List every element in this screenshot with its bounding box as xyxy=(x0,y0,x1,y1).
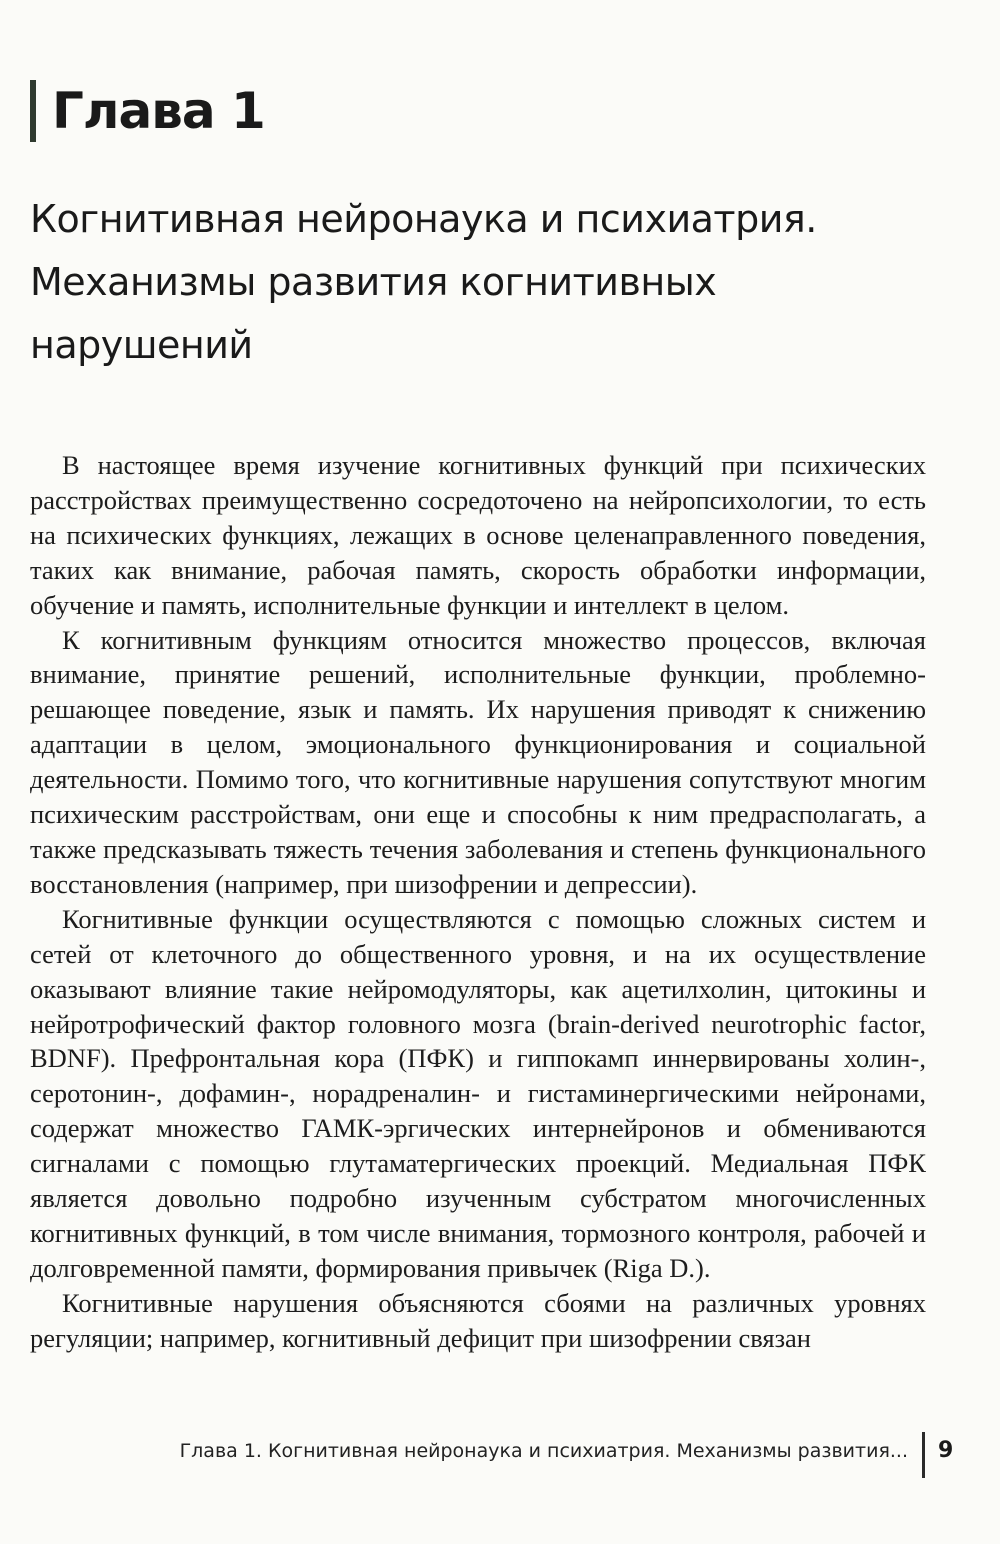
footer-divider xyxy=(922,1432,925,1478)
paragraph: К когнитивным функциям относится множество процессов, включая внимание, принятие решений, исполнительные функции, проблемно-решающее поведение, язык и память. Их нарушения приводят к снижению адаптации в целом, эмоционального функционирования и социальной деятельности. Помимо того, что когнитивные нарушения сопутствуют многим психическим расстройствам, они еще и способны к ним предрасполагать, а также предсказывать тяжесть течения заболевания и степень функционального восстановления (например, при шизофрении и депрессии). xyxy=(30,624,926,899)
chapter-title-line: Когнитивная нейронаука и психиатрия. xyxy=(30,197,817,241)
page-footer xyxy=(0,1432,1000,1482)
paragraph: Когнитивные функции осуществляются с помощью сложных систем и сетей от клеточного до общественного уровня, и на их осуществление оказывают влияние такие нейромодуляторы, как ацетилхолин, цитокины и нейротрофический фактор головного мозга (brain-derived neurotrophic factor, BDNF). Префронтальная кора (ПФК) и гиппокамп иннервированы холин-, серотонин-, дофамин-, норадреналин- и гистаминергическими нейронами, содержат множество ГАМК-эргических интернейронов и обмениваются сигналами с помощью глутаматергических проекций. Медиальная ПФК является довольно подробно изученным субстратом многочисленных когнитивных функций, в том числе внимания, тормозного контроля, рабочей и долговременной памяти, формирования привычек (Riga D.). xyxy=(30,903,926,1283)
body-text xyxy=(30,448,926,1356)
chapter-label: Глава 1 xyxy=(52,82,265,140)
chapter-heading xyxy=(30,80,265,142)
chapter-accent-bar xyxy=(30,80,36,142)
running-head: Глава 1. Когнитивная нейронаука и психиатрия. Механизмы развития... xyxy=(179,1440,908,1462)
chapter-title-line: нарушений xyxy=(30,323,253,367)
paragraph: Когнитивные нарушения объясняются сбоями на различных уровнях регуляции; например, когнитивный дефицит при шизофрении связан xyxy=(30,1287,926,1353)
chapter-title xyxy=(30,188,970,377)
chapter-title-line: Механизмы развития когнитивных xyxy=(30,260,717,304)
page-number: 9 xyxy=(938,1438,954,1463)
paragraph: В настоящее время изучение когнитивных функций при психических расстройствах преимущественно сосредоточено на нейропсихологии, то есть на психических функциях, лежащих в основе целенаправленного поведения, таких как внимание, рабочая память, скорость обработки информации, обучение и память, исполнительные функции и интеллект в целом. xyxy=(30,450,926,620)
